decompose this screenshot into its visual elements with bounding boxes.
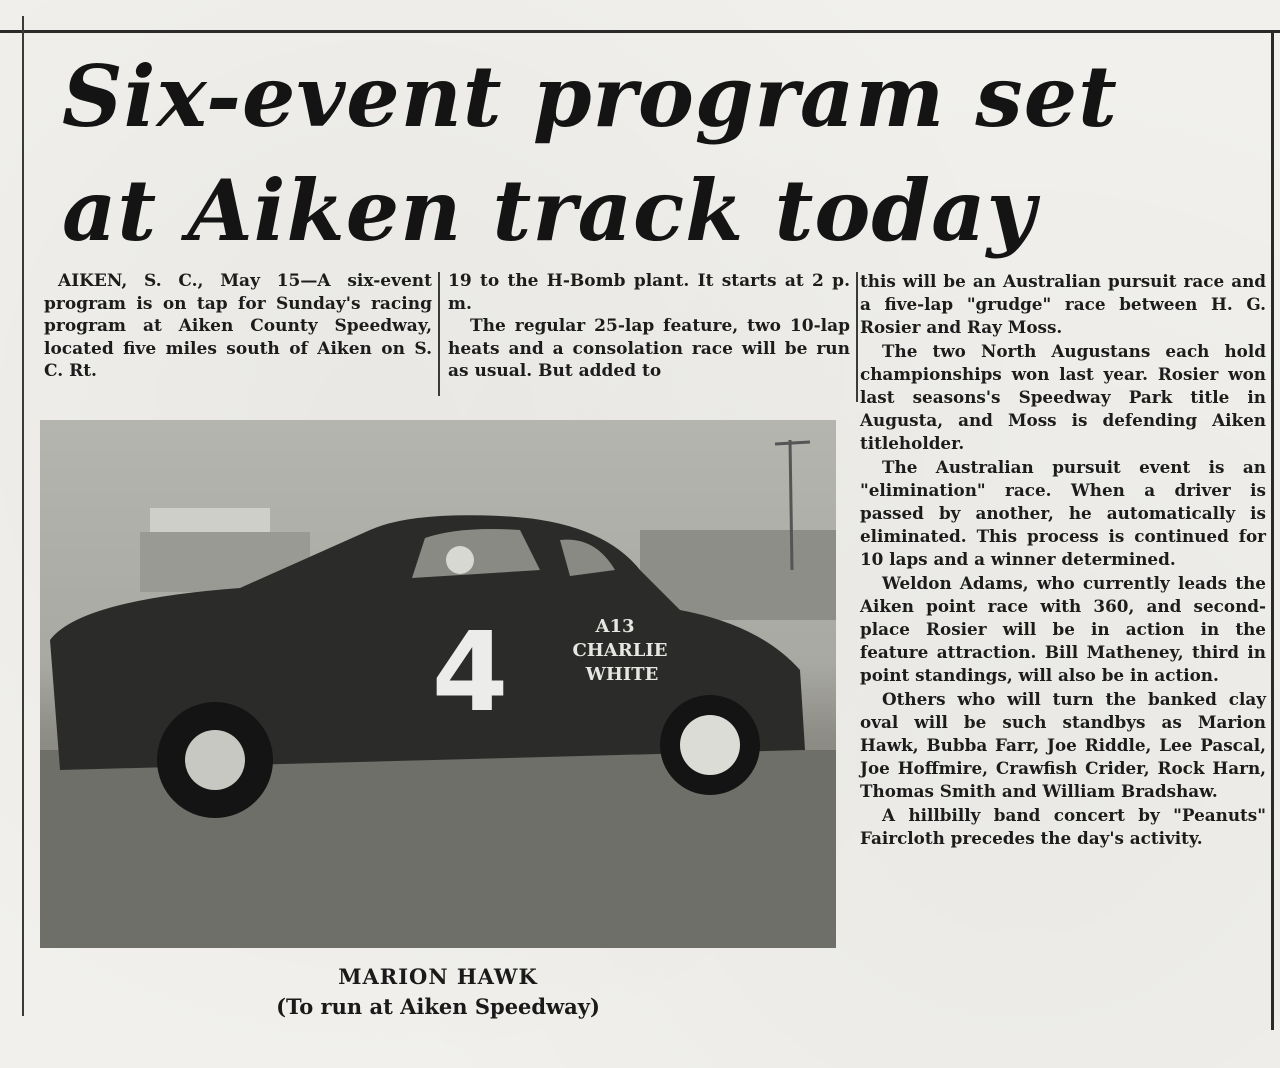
article-column-2 <box>448 270 850 383</box>
paragraph: this will be an Australian pursuit race and a five-lap "grudge" race between H. G. Rosier and Ray Moss. <box>860 271 1266 338</box>
column-divider <box>438 272 440 396</box>
car-lettering-2: CHARLIE <box>572 640 668 661</box>
caption-name: MARION HAWK <box>338 964 538 989</box>
paragraph: The two North Augustans each hold championships won last year. Rosier won last seasons's Speedway Park title in Augusta, and Moss is defending Aiken titleholder. <box>860 340 1266 454</box>
driver <box>446 546 474 574</box>
paragraph: The regular 25-lap feature, two 10-lap heats and a consolation race will be run as usual. But added to <box>448 316 850 381</box>
paragraph: 19 to the H-Bomb plant. It starts at 2 p. m. <box>448 271 850 314</box>
car-lettering-1: A13 <box>595 616 635 637</box>
car-number: 4 <box>431 608 509 736</box>
grandstand-roof <box>150 508 270 534</box>
car-window <box>412 529 540 578</box>
top-rule <box>0 30 1280 33</box>
article-column-1 <box>44 270 432 383</box>
article-column-3 <box>860 270 1266 850</box>
caption-subtitle: (To run at Aiken Speedway) <box>276 994 600 1019</box>
paragraph: A hillbilly band concert by "Peanuts" Faircloth precedes the day's activity. <box>860 804 1266 848</box>
paragraph: The Australian pursuit event is an "elimination" race. When a driver is passed by another, he automatically is eliminated. This process is continued for 10 laps and a winner determined. <box>860 456 1266 570</box>
photo-caption <box>40 962 836 1022</box>
paragraph: AIKEN, S. C., May 15—A six-event program is on tap for Sunday's racing program at Aiken County Speedway, located five miles south of Aiken on S. C. Rt. <box>44 271 432 381</box>
right-rule <box>1271 30 1274 1030</box>
headline-line-2: at Aiken track today <box>62 161 1037 260</box>
rear-hubcap <box>680 715 740 775</box>
headline <box>62 40 1142 268</box>
headline-line-1: Six-event program set <box>62 47 1118 146</box>
left-rule <box>22 16 24 1016</box>
column-divider <box>856 272 858 402</box>
light-pole-arm <box>775 442 810 444</box>
paragraph: Others who will turn the banked clay oval will be such standbys as Marion Hawk, Bubba Farr, Joe Riddle, Lee Pascal, Joe Hoffmire, Crawfish Crider, Rock Harn, Thomas Smith and William Bradshaw. <box>860 688 1266 802</box>
photo-illustration <box>40 420 836 948</box>
race-car-photo <box>40 420 836 948</box>
car-lettering-3: WHITE <box>585 664 659 685</box>
paragraph: Weldon Adams, who currently leads the Aiken point race with 360, and second-place Rosier will be in action in the feature attraction. Bill Matheney, third in point standings, will also be in action. <box>860 572 1266 686</box>
light-pole <box>790 440 792 570</box>
front-hubcap <box>185 730 245 790</box>
